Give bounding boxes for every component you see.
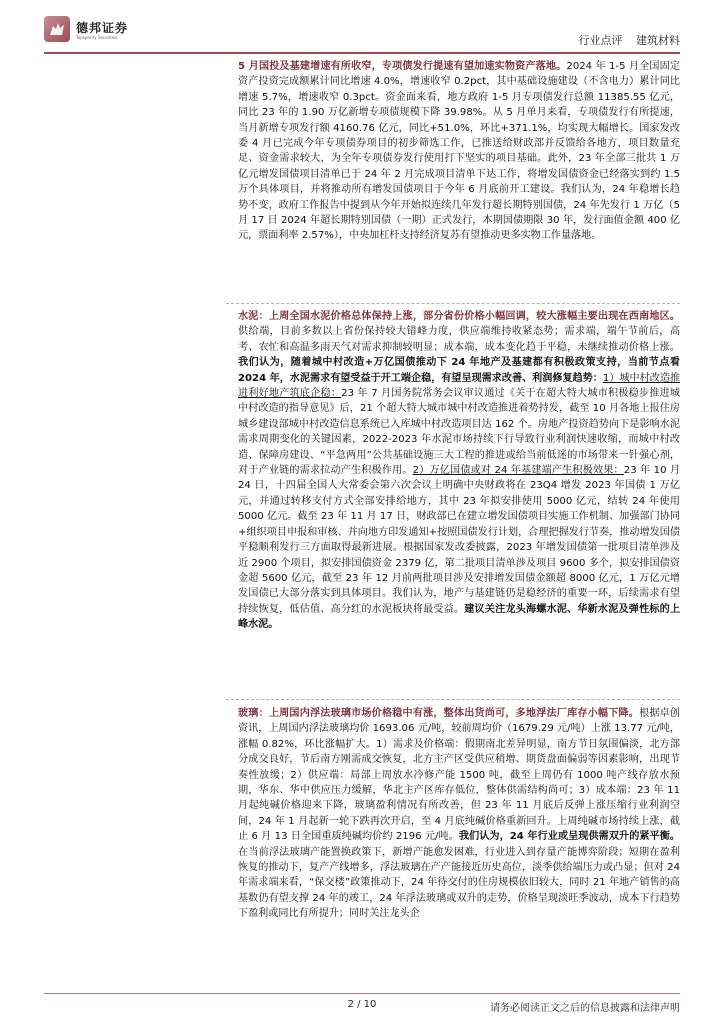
company-name: 德邦证券	[76, 21, 129, 35]
section-title: 玻璃：上周国内浮法玻璃市场价格稳中有涨，整体出货尚可，多地浮法厂库存小幅下降。	[238, 708, 640, 719]
header-divider	[44, 52, 680, 54]
section-body: 根据卓创资讯，上周国内浮法玻璃均价 1693.06 元/吨，较前周均价（1679.29 元/吨）上涨 13.77 元/吨，涨幅 0.82%，环比涨幅扩大。1）需求及价格端：假期南北差异明显，南方节日氛围偏淡，北方部分成交良好，节后南方刚需成交恢复，北方主产区受供应稍增、期货盘面偏弱等因素影响，出现节奏性放缓；2）供应端：局部上周放水冷修产能 1500 吨，截至上周仍有 1000 吨产线存放水预期，华东、华中供应压力缓解，华北主产区库存低位，整体供需结构尚可；3）成本端：23 年 11 月起纯碱价格迎来下降，玻璃盈利情况有所改善，但 23 年 11 月底后反弹上涨压缩行业利润空间，24 年 1 月起新一轮下跌再次开启，至 4 月底纯碱价格重新回升。上周纯碱市场持续上涨，截止 6 月 13 日全国重质纯碱均价约 2196 元/吨。	[238, 708, 680, 843]
section-subpoint: 2）万亿国债或对 24 年基建端产生积极效果：	[412, 465, 624, 477]
section-body: 23 年 7 月国务院常务会议审议通过《关于在超大特大城市积极稳步推进城中村改造的指导意见》后，21 个超大特大城市城中村改造推进着势持发，截至 10 月各地上报住房城乡建设部城中村改造信息系统已入库城中村改造项目达 162 个。房地产投资趋势向下是影响水泥需求周期变化的关键因素，2022-2023 年水泥市场持续下行导致行业利润快速收缩，而城中村改造、保障房建设、“平急两用”公共基础设施三大工程的推进或给当前低迷的市场带来一针强心剂，对于产业链的需求拉动产生积极作用。	[238, 388, 680, 477]
header-tags	[569, 32, 681, 48]
company-name-en: Topsperity Securities	[76, 35, 118, 40]
section-body: 供给端，目前多数以上省份保持较大错峰力度，供应端维持收紧态势；需求端，端午节前后，高考、农忙和高温多雨天气对需求抑制较明显；成本端，成本变化趋于平稳，未继续推动价格上涨。	[238, 326, 680, 353]
section-divider	[226, 699, 680, 700]
section-paragraph	[238, 59, 680, 244]
footer-disclaimer: 请务必阅读正文之后的信息披露和法律声明	[490, 1003, 680, 1014]
section-cement	[238, 309, 680, 693]
section-subpoint: 1）城中村改造推进利好地产筑底企稳：	[238, 372, 680, 400]
section-conclusion: 我们认为，随着城中村改造+万亿国债推动下 24 年地产及基建都有积极政策支持，当前节点看 2024 年，水泥需求有望受益于开工端企稳，有望呈现需求改善、利润修复趋势：	[238, 357, 680, 384]
page-header	[44, 14, 680, 48]
section-glass	[238, 706, 680, 984]
section-body: 2024 年 1-5 月全国固定资产投资完成额累计同比增速 4.0%，增速收窄 0.2pct，其中基础设施建设（不含电力）累计同比增速 5.7%，增速收窄 0.3pct。资金面来看，地方政府 1-5 月专项债发行总额 11385.55 亿元，同比 23 年的 1.90 万亿新增专项债规模下降 39.98%。从 5 月单月来看，专项债发行有所提速，当月新增专项发行额 4160.76 亿元，同比+51.0%，环比+371.1%，均实现大幅增长。国家发改委 4 月已完成今年专项债券项目的初步筛选工作，已推送给财政部并反馈给各地方，项目数量充足、资金需求较大，为全年专项债券发行使用打下坚实的项目基础。此外，23 年全部三批共 1 万亿元增发国债项目清单已于 24 年 2 月完成项目清单下达工作，将增发国债资金已经落实到约 1.5 万个具体项目，并将推动所有增发国债项目于今年 6 月底前开工建设。我们认为，24 年稳增长趋势不变，政府工作报告中提到从今年开始拟连续几年发行超长期特别国债，24 年先发行 1 万亿（5 月 17 日 2024 年超长期特别国债（一期）正式发行，本期国债期限 30 年，发行面值金额 400 亿元，票面利率 2.57%），中央加杠杆支持经济复苏有望推动更多实物工作量落地。	[238, 61, 680, 242]
report-category: 行业点评	[578, 34, 623, 47]
section-divider	[226, 303, 680, 304]
section-investment	[238, 59, 680, 297]
section-recommendation: 建议关注龙头海螺水泥、华新水泥及弹性标的上峰水泥。	[238, 603, 680, 631]
company-logo-icon	[44, 16, 70, 42]
section-title: 水泥：上周全国水泥价格总体保持上涨，部分省份价格小幅回调，较大涨幅主要出现在西南地区。	[238, 311, 680, 322]
section-title: 5 月国投及基建增速有所收窄，专项债发行提速有望加速实物资产落地。	[238, 61, 567, 72]
page-number: 2 / 10	[347, 999, 377, 1010]
section-conclusion: 我们认为，24 年行业或呈现供需双升的紧平衡。	[458, 831, 680, 843]
footer-divider	[44, 993, 680, 994]
section-body: 在当前浮法玻璃产能置换政策下，新增产能愈发困难，行业进入到存量产能博弈阶段；短期在盈利恢复的推动下，复产产线增多，浮法玻璃在产产能接近历史高位，淡季供给端压力或凸显；但对 24 年需求端来看，“保交楼”政策推动下，24 年待交付的住房规模依旧较大，同时 21 年地产销售的高基数仍有望支撑 24 年的竣工，24 年浮法玻璃或双升的走势，价格呈现淡旺季波动，成本下行趋势下盈利或同比有所提升；同时关注龙头企	[238, 846, 680, 920]
section-paragraph	[238, 309, 680, 633]
section-body: 23 年 10 月 24 日，十四届全国人大常委会第六次会议上明确中央财政将在 23Q4 增发 2023 年国债 1 万亿元，并通过转移支付方式全部安排给地方，其中 23 年拟安排使用 5000 亿元，结转 24 年使用 5000 亿元。截至 23 年 11 月 17 日，财政部已在建立增发国债项目实施工作机制、加强部门协同+组织项目申报和审核、并向地方印发通知+按照国债发行计划，合理把握发行节奏，推动增发国债平稳顺利发行三方面取得最新进展。根据国家发改委披露，2023 年增发国债第一批项目清单涉及近 2900 个项目，拟安排国债资金 2379 亿，第二批项目清单涉及项目 9600 多个，拟安排国债资金超 5600 亿元，截至 23 年 12 月前两批项目涉及安排增发国债金额超 8000 亿元，1 万亿元增发国债已大部分落实到具体项目。我们认为，地产与基建链仍是稳经济的重要一环，后续需求有望持续恢复，低估值、高分红的水泥板块将最受益。	[238, 465, 680, 615]
section-paragraph	[238, 706, 680, 922]
report-industry: 建筑材料	[636, 34, 680, 47]
